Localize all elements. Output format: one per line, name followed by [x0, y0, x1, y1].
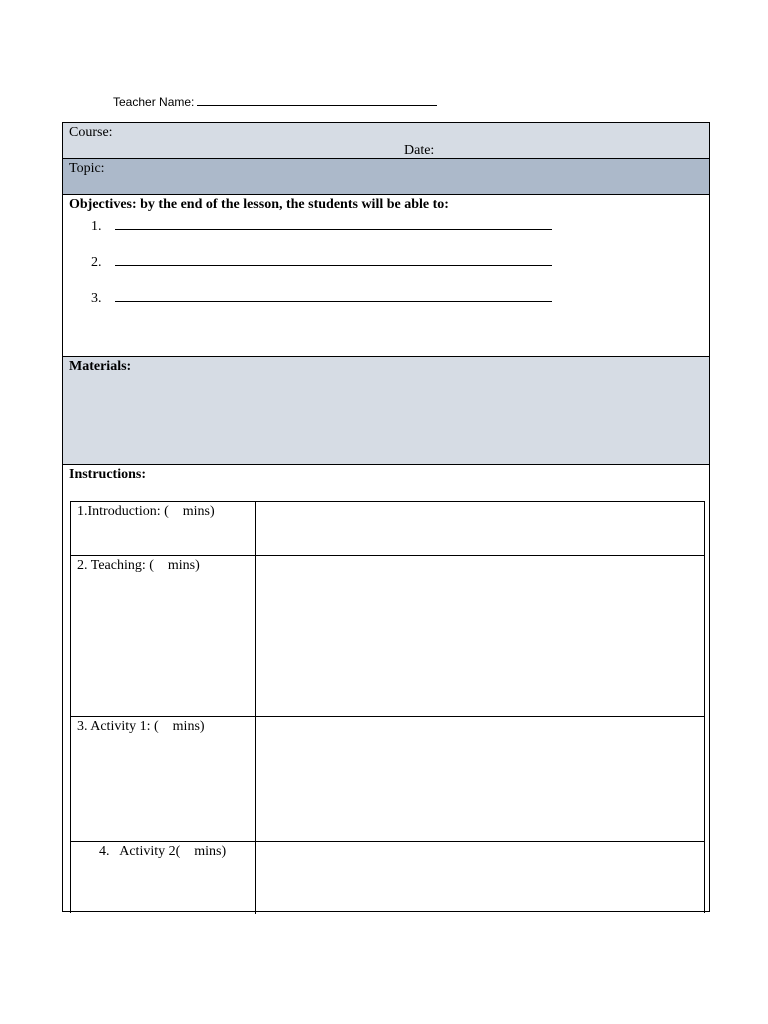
step-content-cell[interactable] — [256, 556, 704, 716]
table-row — [71, 842, 704, 914]
objective-number: 1. — [91, 219, 102, 234]
objective-blank[interactable] — [115, 215, 552, 230]
teacher-name-line — [113, 93, 437, 109]
step-label-cell — [71, 556, 256, 716]
step-content-cell[interactable] — [256, 717, 704, 841]
teacher-name-field[interactable] — [197, 93, 437, 106]
course-row — [63, 123, 709, 159]
table-row — [71, 717, 704, 842]
objectives-label: Objectives: by the end of the lesson, the students will be able to: — [69, 197, 449, 212]
date-label: Date: — [404, 143, 435, 158]
step-label: 1.Introduction: ( mins) — [77, 504, 215, 519]
step-label-cell — [71, 717, 256, 841]
step-label: 3. Activity 1: ( mins) — [77, 719, 205, 734]
materials-label: Materials: — [69, 359, 132, 374]
lesson-plan-table — [62, 122, 710, 912]
topic-row — [63, 159, 709, 195]
objective-item — [91, 215, 552, 235]
objective-blank[interactable] — [115, 287, 552, 302]
objective-item — [91, 287, 552, 307]
step-label: 2. Teaching: ( mins) — [77, 558, 200, 573]
step-content-cell[interactable] — [256, 502, 704, 555]
step-content-cell[interactable] — [256, 842, 704, 914]
step-label-cell — [71, 842, 256, 914]
objective-number: 3. — [91, 291, 102, 306]
teacher-name-label: Teacher Name: — [113, 95, 195, 109]
table-row — [71, 556, 704, 717]
materials-row — [63, 357, 709, 465]
instructions-label: Instructions: — [69, 467, 147, 482]
topic-label: Topic: — [69, 161, 105, 176]
objective-number: 2. — [91, 255, 102, 270]
objective-item — [91, 251, 552, 271]
objective-blank[interactable] — [115, 251, 552, 266]
step-label: 4. Activity 2( mins) — [99, 844, 227, 859]
table-row — [71, 502, 704, 556]
step-label-cell — [71, 502, 256, 555]
instructions-row — [63, 465, 709, 911]
course-label: Course: — [69, 125, 113, 140]
instructions-table — [70, 501, 705, 913]
objectives-row — [63, 195, 709, 357]
